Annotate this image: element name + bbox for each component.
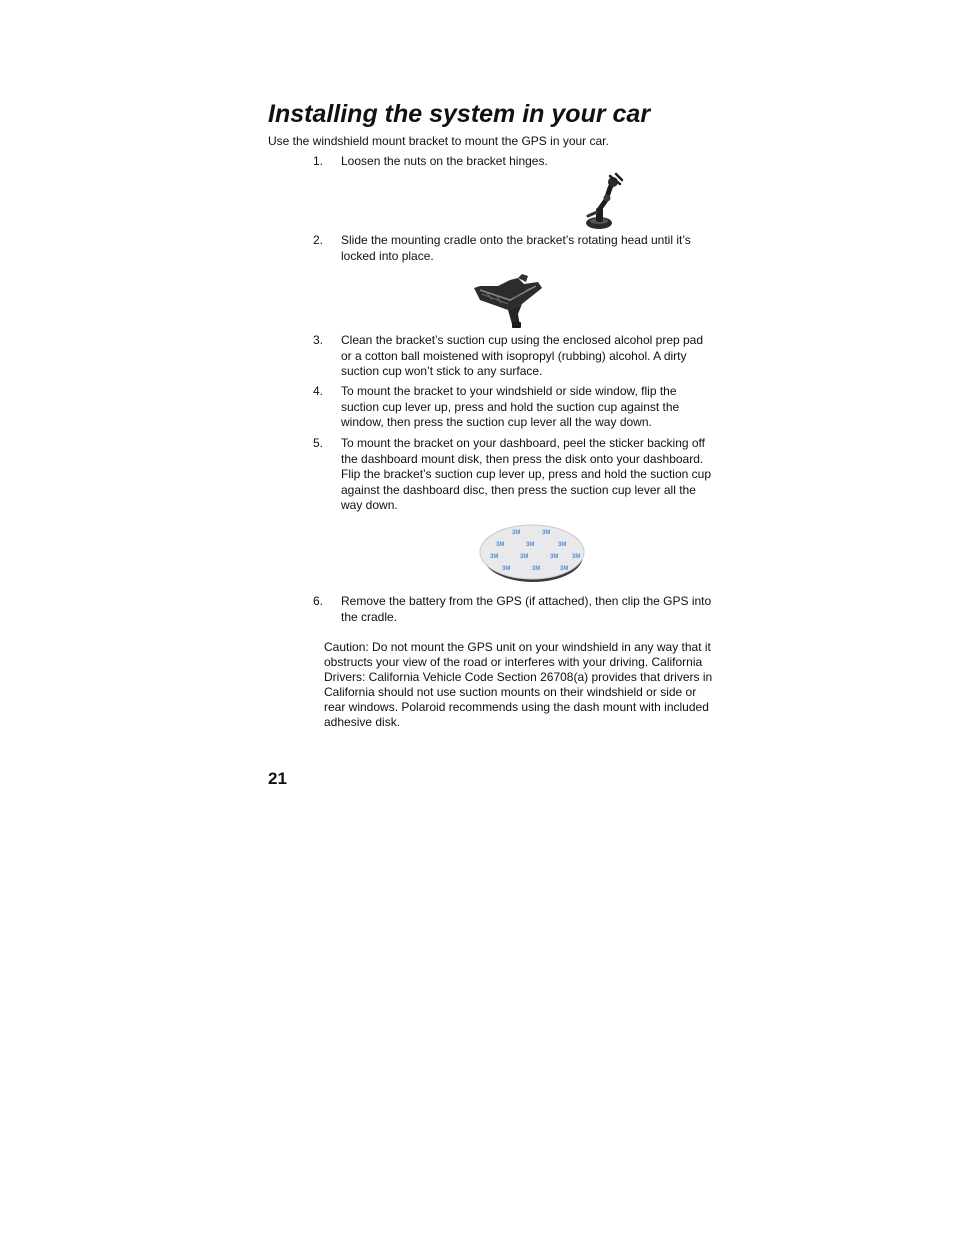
step-number: 6. [313,594,324,608]
3m-logo: 3M [502,566,511,572]
3m-logo: 3M [542,530,551,536]
page-title: Installing the system in your car [268,100,651,128]
step-1 [313,154,713,170]
step-text: To mount the bracket on your dashboard, peel the sticker backing off the dashboard mount disk, then press the disk onto your dashboard. Flip the bracket’s suction cup lever up, press and hold the suction cup against the dashboard disc, then press the suction cup lever all the way down. [341,436,711,512]
svg-text:· · · · ·: · · · · · [536,543,546,547]
step-number: 3. [313,333,324,347]
svg-text:· · · · ·: · · · · · [530,555,540,559]
3m-logo: 3M [512,530,521,536]
svg-text:· · · · ·: · · · · · [506,543,516,547]
step-text: Clean the bracket’s suction cup using the enclosed alcohol prep pad or a cotton ball moistened with isopropyl (rubbing) alcohol. A dirty suction cup won’t stick to any surface. [341,333,704,378]
3m-logo: 3M [532,566,541,572]
bracket-image [580,170,630,232]
caution-note: Caution: Do not mount the GPS unit on your windshield in any way that it obstructs your view of the road or interferes with your driving. California Drivers: California Vehicle Code Section 26708(a) provides that drivers in California should not use suction mounts on their windshield or side or rear windows. Polaroid recommends using the dash mount with included adhesive disk. [324,640,713,729]
step-text: Remove the battery from the GPS (if attached), then clip the GPS into the cradle. [341,594,712,624]
step-6 [313,594,713,625]
step-5 [313,436,713,514]
step-4 [313,384,713,431]
svg-text:· · · · ·: · · · · · [522,531,532,535]
step-number: 1. [313,154,324,168]
step-number: 4. [313,384,324,398]
page-number: 21 [268,769,287,788]
3m-logo: 3M [550,554,559,560]
step-text: Loosen the nuts on the bracket hinges. [341,154,548,168]
3m-logo: 3M [520,554,529,560]
step-text: Slide the mounting cradle onto the bracket’s rotating head until it’s locked into place. [341,233,691,263]
step-3 [313,333,713,380]
cradle-image [468,274,550,330]
3m-logo: 3M [558,542,567,548]
step-number: 2. [313,233,324,247]
intro-paragraph: Use the windshield mount bracket to mount the GPS in your car. [268,134,609,148]
3m-logo: 3M [526,542,535,548]
step-number: 5. [313,436,324,450]
svg-text:· · · · ·: · · · · · [512,567,522,571]
3m-logo: 3M [490,554,499,560]
adhesive-disk-image [476,518,592,586]
svg-text:· · ·: · · · [560,555,566,559]
step-2 [313,233,713,264]
svg-text:· · · ·: · · · · [552,531,560,535]
svg-text:· · · · ·: · · · · · [542,567,552,571]
3m-logo: 3M [572,554,581,560]
svg-text:· · · · ·: · · · · · [500,555,510,559]
3m-logo: 3M [496,542,505,548]
3m-logo: 3M [560,566,569,572]
step-text: To mount the bracket to your windshield or side window, flip the suction cup lever up, press and hold the suction cup against the window, then press the suction cup lever all the way down. [341,384,680,429]
